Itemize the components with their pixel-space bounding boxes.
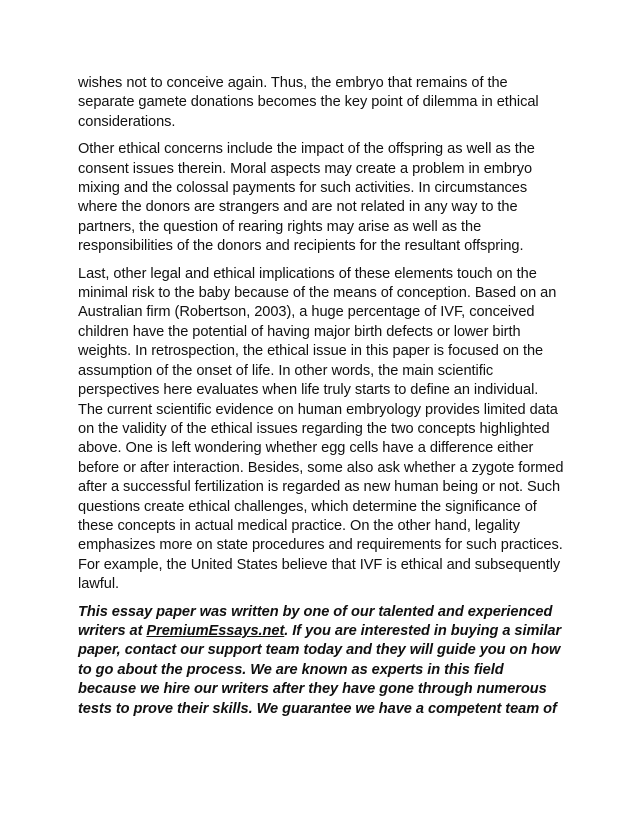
promo-paragraph <box>78 603 564 719</box>
premium-essays-link[interactable]: PremiumEssays.net <box>146 622 285 639</box>
paragraph-2: Other ethical concerns include the impact of the offspring as well as the consent issues therein. Moral aspects may create a problem in embryo mixing and the colossal payments for such activities. In circumstances where the donors are strangers and are not related in any way to the partners, the question of rearing rights may arise as well as the responsibilities of the donors and recipients for the resultant offspring. <box>78 141 535 255</box>
paragraph-1: wishes not to conceive again. Thus, the embryo that remains of the separate gamete donations becomes the key point of dilemma in ethical considerations. <box>78 75 539 130</box>
promo-text-body: . If you are interested in buying a similar paper, contact our support team today and they will guide you on how to go about the process. We are known as experts in this field because we hire our writers after they have gone through numerous tests to prove their skills. We guarantee we have a competent team of <box>78 622 562 717</box>
promo-text-intro: This essay paper was written by one of our talented and experienced writers at <box>78 603 553 639</box>
paragraph-3: Last, other legal and ethical implications of these elements touch on the minimal risk to the baby because of the means of conception. Based on an Australian firm (Robertson, 2003), a huge percentage of IVF, conceived children have the potential of having major birth defects or lower birth weights. In retrospection, the ethical issue in this paper is focused on the assumption of the onset of life. In other words, the main scientific perspectives here evaluates when life truly starts to define an individual. The current scientific evidence on human embryology provides limited data on the validity of the ethical issues regarding the two concepts highlighted above. One is left wondering whether egg cells have a difference either before or after interaction. Besides, some also ask whether a zygote formed after a successful fertilization is regarded as new human being or not. Such questions create ethical challenges, which determine the significance of these concepts in actual medical practice. On the other hand, legality emphasizes more on state procedures and requirements for such practices. For example, the United States believe that IVF is ethical and subsequently lawful. <box>78 265 564 593</box>
document-page <box>78 74 564 719</box>
